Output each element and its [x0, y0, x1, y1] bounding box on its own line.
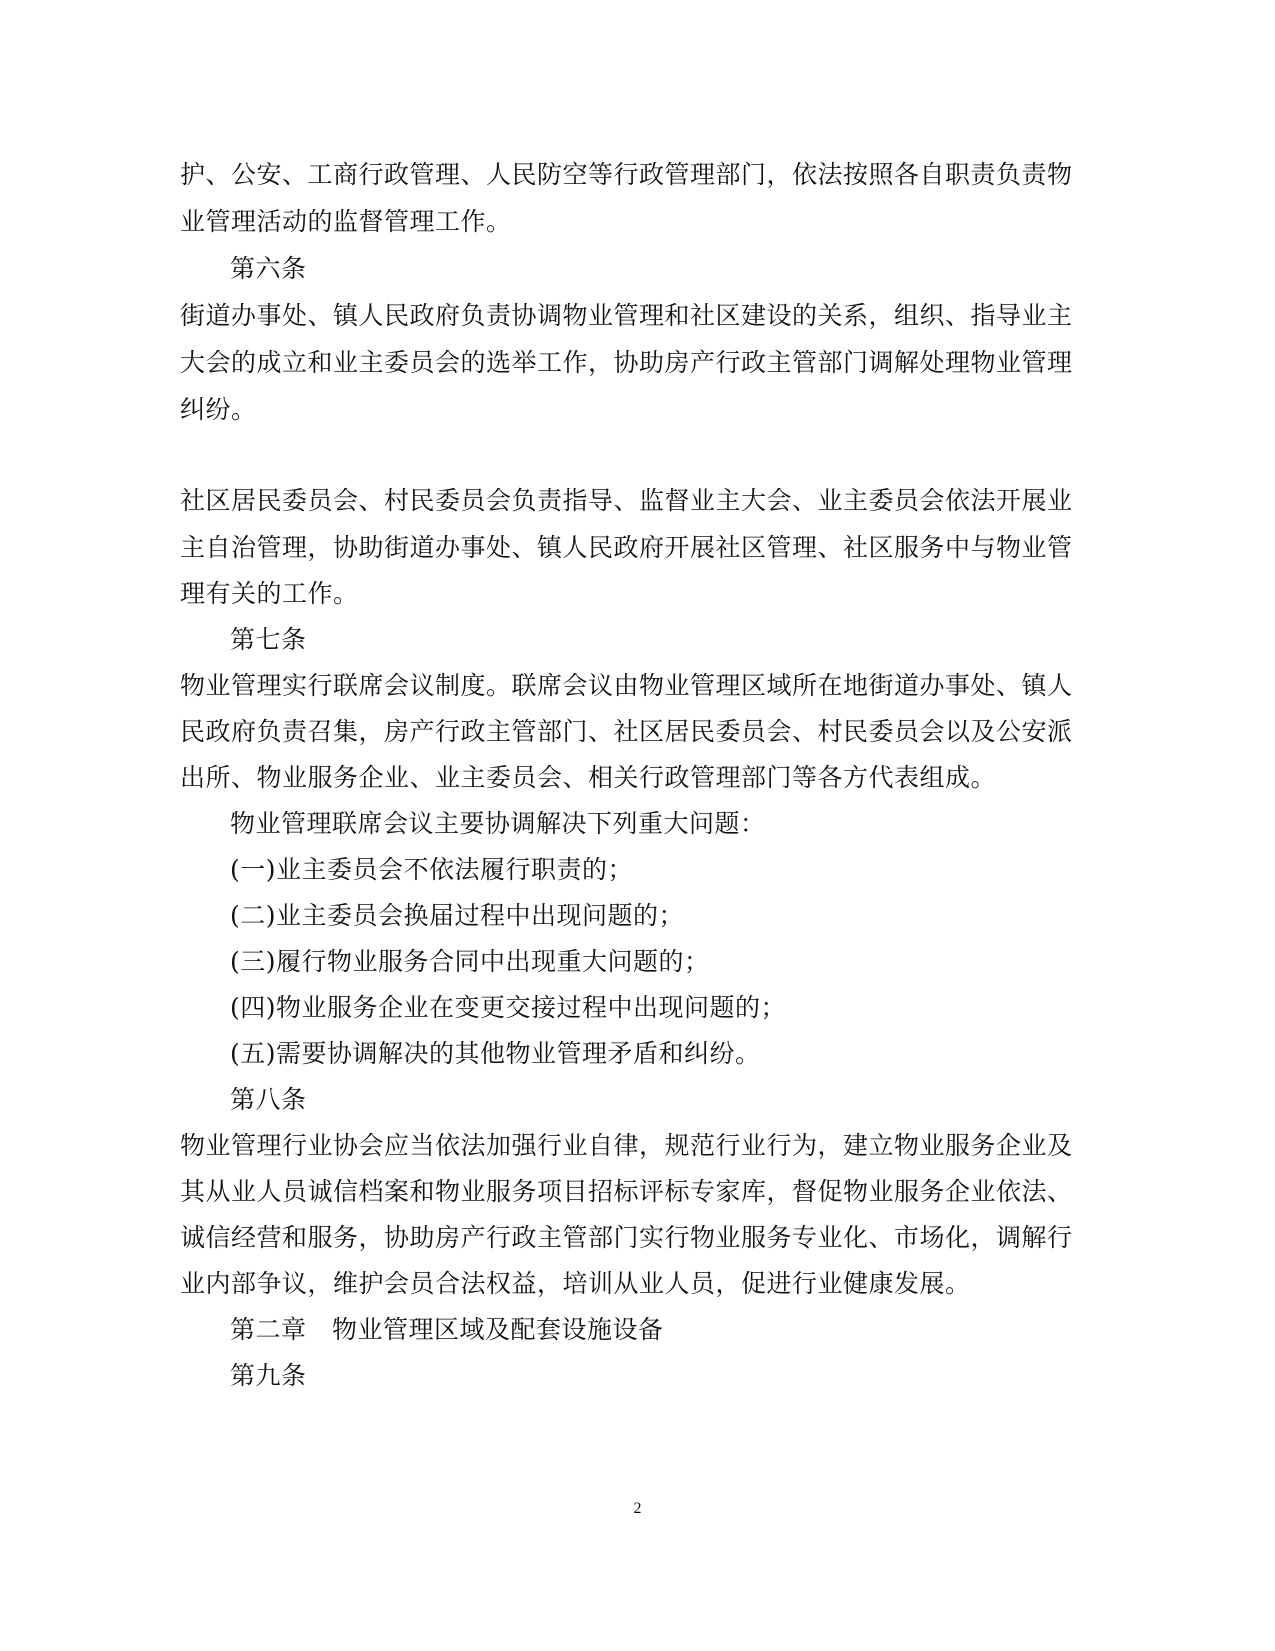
body-text-line: 护、公安、工商行政管理、人民防空等行政管理部门，依法按照各自职责负责物: [180, 160, 1073, 189]
body-text-line: 主自治管理，协助街道办事处、镇人民政府开展社区管理、社区服务中与物业管: [180, 533, 1073, 562]
chapter-heading: 第二章 物业管理区域及配套设施设备: [230, 1315, 664, 1344]
body-text-line: 民政府负责召集，房产行政主管部门、社区居民委员会、村民委员会以及公安派: [180, 717, 1073, 746]
body-text-line: 纠纷。: [180, 395, 257, 424]
body-text-line: 物业管理行业协会应当依法加强行业自律，规范行业行为，建立物业服务企业及: [180, 1131, 1073, 1160]
article-heading: 第八条: [230, 1085, 307, 1114]
article-heading: 第七条: [230, 625, 307, 654]
body-text-line: 出所、物业服务企业、业主委员会、相关行政管理部门等各方代表组成。: [180, 763, 997, 792]
body-text-line: 理有关的工作。: [180, 579, 359, 608]
article-heading: 第九条: [230, 1361, 307, 1390]
body-text-line: 业管理活动的监督管理工作。: [180, 207, 512, 236]
list-item: (四)物业服务企业在变更交接过程中出现问题的；: [230, 993, 787, 1022]
article-heading: 第六条: [230, 254, 307, 283]
list-item: (二)业主委员会换届过程中出现问题的；: [230, 901, 685, 930]
list-item: (五)需要协调解决的其他物业管理矛盾和纠纷。: [230, 1039, 761, 1068]
body-text-line: 大会的成立和业主委员会的选举工作，协助房产行政主管部门调解处理物业管理: [180, 348, 1073, 377]
list-item: (三)履行物业服务合同中出现重大问题的；: [230, 947, 710, 976]
body-text-line: 其从业人员诚信档案和物业服务项目招标评标专家库，督促物业服务企业依法、: [180, 1177, 1073, 1206]
body-text-line: 业内部争议，维护会员合法权益，培训从业人员，促进行业健康发展。: [180, 1269, 971, 1298]
page-number: 2: [633, 1500, 642, 1517]
body-text-line: 物业管理联席会议主要协调解决下列重大问题：: [230, 809, 766, 838]
body-text-line: 诚信经营和服务，协助房产行政主管部门实行物业服务专业化、市场化，调解行: [180, 1223, 1073, 1252]
body-text-line: 街道办事处、镇人民政府负责协调物业管理和社区建设的关系，组织、指导业主: [180, 301, 1073, 330]
list-item: (一)业主委员会不依法履行职责的；: [230, 855, 634, 884]
body-text-line: 社区居民委员会、村民委员会负责指导、监督业主大会、业主委员会依法开展业: [180, 486, 1073, 515]
body-text-line: 物业管理实行联席会议制度。联席会议由物业管理区域所在地街道办事处、镇人: [180, 671, 1073, 700]
